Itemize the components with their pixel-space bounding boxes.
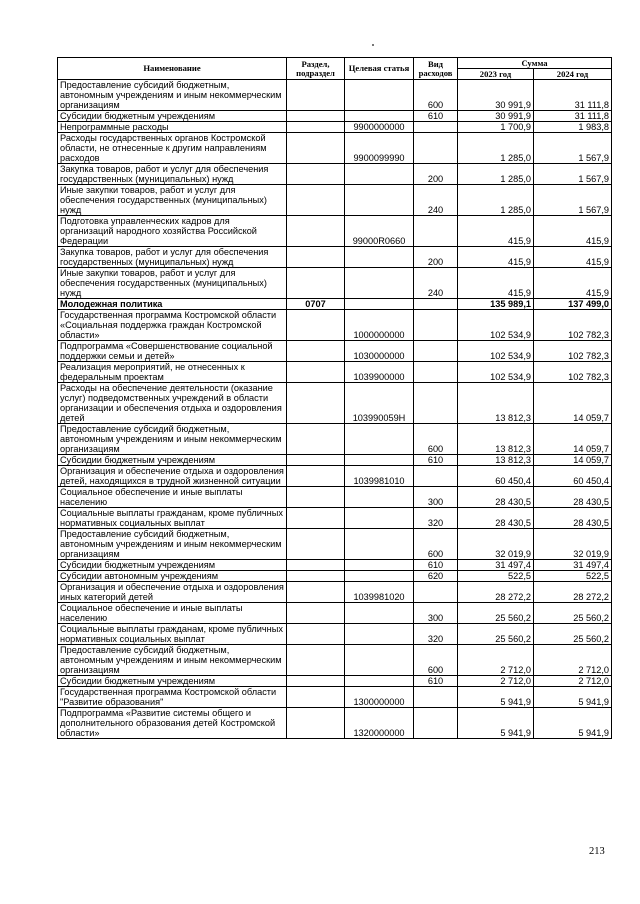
row-razdel — [287, 687, 345, 708]
row-razdel — [287, 164, 345, 185]
row-name: Предоставление субсидий бюджетным, автономным учреждениям и иным некоммерческим организациям — [58, 424, 287, 455]
row-csr: 1300000000 — [345, 687, 414, 708]
row-razdel — [287, 133, 345, 164]
row-vr: 610 — [414, 560, 458, 571]
table-row — [58, 80, 612, 111]
row-razdel — [287, 111, 345, 122]
row-name: Организация и обеспечение отдыха и оздоровления иных категорий детей — [58, 582, 287, 603]
row-csr — [345, 111, 414, 122]
table-row — [58, 624, 612, 645]
row-razdel — [287, 424, 345, 455]
row-razdel — [287, 529, 345, 560]
row-razdel — [287, 571, 345, 582]
row-csr: 1030000000 — [345, 341, 414, 362]
row-vr: 620 — [414, 571, 458, 582]
row-vr — [414, 708, 458, 739]
row-vr: 300 — [414, 603, 458, 624]
row-sum-2024: 28 430,5 — [534, 487, 612, 508]
row-name: Молодежная политика — [58, 299, 287, 310]
row-sum-2024: 5 941,9 — [534, 687, 612, 708]
row-csr — [345, 603, 414, 624]
row-razdel — [287, 268, 345, 299]
row-sum-2024: 60 450,4 — [534, 466, 612, 487]
row-sum-2023: 31 497,4 — [458, 560, 534, 571]
row-vr: 200 — [414, 164, 458, 185]
row-razdel — [287, 362, 345, 383]
row-vr — [414, 299, 458, 310]
row-sum-2024: 415,9 — [534, 247, 612, 268]
row-sum-2024: 1 567,9 — [534, 185, 612, 216]
row-sum-2024: 14 059,7 — [534, 424, 612, 455]
table-row — [58, 310, 612, 341]
row-sum-2024: 14 059,7 — [534, 383, 612, 424]
row-name: Субсидии автономным учреждениям — [58, 571, 287, 582]
row-sum-2024: 5 941,9 — [534, 708, 612, 739]
row-sum-2023: 102 534,9 — [458, 341, 534, 362]
row-razdel — [287, 341, 345, 362]
row-razdel: 0707 — [287, 299, 345, 310]
table-row — [58, 645, 612, 676]
row-razdel — [287, 708, 345, 739]
row-name: Подпрограмма «Совершенствование социальной поддержки семьи и детей» — [58, 341, 287, 362]
row-name: Социальное обеспечение и иные выплаты населению — [58, 603, 287, 624]
row-sum-2024: 1 567,9 — [534, 133, 612, 164]
row-sum-2024: 31 111,8 — [534, 80, 612, 111]
row-sum-2023: 522,5 — [458, 571, 534, 582]
row-sum-2023: 1 700,9 — [458, 122, 534, 133]
row-sum-2024: 102 782,3 — [534, 341, 612, 362]
row-sum-2023: 25 560,2 — [458, 603, 534, 624]
row-sum-2023: 13 812,3 — [458, 383, 534, 424]
row-vr: 610 — [414, 455, 458, 466]
row-name: Предоставление субсидий бюджетным, автономным учреждениям и иным некоммерческим организациям — [58, 80, 287, 111]
row-sum-2023: 30 991,9 — [458, 111, 534, 122]
row-name: Субсидии бюджетным учреждениям — [58, 455, 287, 466]
row-razdel — [287, 624, 345, 645]
table-row — [58, 560, 612, 571]
row-name: Государственная программа Костромской области "Развитие образования" — [58, 687, 287, 708]
row-name: Закупка товаров, работ и услуг для обеспечения государственных (муниципальных) нужд — [58, 247, 287, 268]
scan-speck — [372, 44, 374, 46]
row-razdel — [287, 560, 345, 571]
row-sum-2023: 415,9 — [458, 268, 534, 299]
table-row — [58, 424, 612, 455]
row-csr — [345, 529, 414, 560]
row-sum-2024: 25 560,2 — [534, 624, 612, 645]
row-sum-2024: 14 059,7 — [534, 455, 612, 466]
row-vr: 200 — [414, 247, 458, 268]
row-csr — [345, 455, 414, 466]
row-sum-2023: 28 272,2 — [458, 582, 534, 603]
row-name: Субсидии бюджетным учреждениям — [58, 111, 287, 122]
row-sum-2023: 32 019,9 — [458, 529, 534, 560]
row-razdel — [287, 247, 345, 268]
row-sum-2023: 135 989,1 — [458, 299, 534, 310]
row-sum-2024: 1 983,8 — [534, 122, 612, 133]
row-razdel — [287, 383, 345, 424]
row-csr: 1039981020 — [345, 582, 414, 603]
row-vr: 600 — [414, 529, 458, 560]
row-csr: 9900000000 — [345, 122, 414, 133]
row-sum-2023: 415,9 — [458, 247, 534, 268]
row-vr: 320 — [414, 508, 458, 529]
page-number: 213 — [589, 846, 605, 857]
row-vr: 320 — [414, 624, 458, 645]
row-sum-2023: 13 812,3 — [458, 424, 534, 455]
row-sum-2023: 2 712,0 — [458, 645, 534, 676]
row-sum-2024: 522,5 — [534, 571, 612, 582]
row-sum-2024: 31 497,4 — [534, 560, 612, 571]
row-csr — [345, 299, 414, 310]
row-vr — [414, 582, 458, 603]
row-csr — [345, 80, 414, 111]
row-csr — [345, 164, 414, 185]
row-vr: 300 — [414, 487, 458, 508]
row-vr — [414, 687, 458, 708]
row-sum-2024: 32 019,9 — [534, 529, 612, 560]
row-sum-2024: 28 430,5 — [534, 508, 612, 529]
table-row — [58, 508, 612, 529]
row-razdel — [287, 80, 345, 111]
row-name: Социальные выплаты гражданам, кроме публичных нормативных социальных выплат — [58, 508, 287, 529]
table-row — [58, 582, 612, 603]
row-csr — [345, 508, 414, 529]
row-csr — [345, 645, 414, 676]
row-name: Предоставление субсидий бюджетным, автономным учреждениям и иным некоммерческим организациям — [58, 529, 287, 560]
row-sum-2024: 102 782,3 — [534, 310, 612, 341]
table-row — [58, 122, 612, 133]
row-sum-2023: 1 285,0 — [458, 133, 534, 164]
table-row — [58, 362, 612, 383]
row-razdel — [287, 216, 345, 247]
row-csr — [345, 268, 414, 299]
row-sum-2023: 2 712,0 — [458, 676, 534, 687]
row-csr — [345, 571, 414, 582]
row-sum-2024: 25 560,2 — [534, 603, 612, 624]
row-sum-2024: 2 712,0 — [534, 676, 612, 687]
row-name: Государственная программа Костромской области «Социальная поддержка граждан Костромской области» — [58, 310, 287, 341]
row-vr — [414, 383, 458, 424]
table-row — [58, 676, 612, 687]
table-row — [58, 487, 612, 508]
row-csr — [345, 560, 414, 571]
table-header — [58, 58, 612, 80]
table-row — [58, 687, 612, 708]
row-vr — [414, 216, 458, 247]
table-body — [58, 80, 612, 739]
table-row — [58, 268, 612, 299]
header-year-2024: 2024 год — [534, 69, 612, 80]
row-sum-2023: 1 285,0 — [458, 185, 534, 216]
row-name: Непрограммные расходы — [58, 122, 287, 133]
row-name: Подготовка управленческих кадров для организаций народного хозяйства Российской Федерации — [58, 216, 287, 247]
row-vr: 600 — [414, 80, 458, 111]
row-vr: 240 — [414, 185, 458, 216]
row-csr — [345, 624, 414, 645]
row-sum-2023: 30 991,9 — [458, 80, 534, 111]
row-name: Расходы государственных органов Костромской области, не отнесенные к другим направлениям расходов — [58, 133, 287, 164]
row-razdel — [287, 603, 345, 624]
row-sum-2024: 102 782,3 — [534, 362, 612, 383]
row-sum-2023: 60 450,4 — [458, 466, 534, 487]
table-row — [58, 133, 612, 164]
table-row — [58, 455, 612, 466]
header-vr: Вид расходов — [414, 58, 458, 80]
row-vr — [414, 122, 458, 133]
header-csr: Целевая статья — [345, 58, 414, 80]
header-sum: Сумма — [458, 58, 612, 69]
row-name: Иные закупки товаров, работ и услуг для обеспечения государственных (муниципальных) нужд — [58, 268, 287, 299]
row-csr: 9900099990 — [345, 133, 414, 164]
table-row — [58, 111, 612, 122]
row-name: Субсидии бюджетным учреждениям — [58, 560, 287, 571]
budget-table — [57, 57, 612, 739]
table-row — [58, 571, 612, 582]
row-razdel — [287, 676, 345, 687]
row-vr — [414, 310, 458, 341]
row-vr: 610 — [414, 676, 458, 687]
row-vr: 600 — [414, 424, 458, 455]
row-name: Социальное обеспечение и иные выплаты населению — [58, 487, 287, 508]
row-name: Субсидии бюджетным учреждениям — [58, 676, 287, 687]
row-name: Подпрограмма «Развитие системы общего и дополнительного образования детей Костромской области» — [58, 708, 287, 739]
table-row — [58, 247, 612, 268]
row-csr: 103990059Н — [345, 383, 414, 424]
row-razdel — [287, 508, 345, 529]
row-csr: 1039981010 — [345, 466, 414, 487]
row-name: Закупка товаров, работ и услуг для обеспечения государственных (муниципальных) нужд — [58, 164, 287, 185]
row-sum-2024: 137 499,0 — [534, 299, 612, 310]
header-name: Наименование — [58, 58, 287, 80]
row-csr: 1000000000 — [345, 310, 414, 341]
row-razdel — [287, 455, 345, 466]
row-razdel — [287, 645, 345, 676]
row-sum-2023: 28 430,5 — [458, 508, 534, 529]
row-name: Иные закупки товаров, работ и услуг для обеспечения государственных (муниципальных) нужд — [58, 185, 287, 216]
row-name: Предоставление субсидий бюджетным, автономным учреждениям и иным некоммерческим организациям — [58, 645, 287, 676]
row-razdel — [287, 487, 345, 508]
row-razdel — [287, 310, 345, 341]
row-vr — [414, 466, 458, 487]
row-sum-2024: 2 712,0 — [534, 645, 612, 676]
row-csr — [345, 676, 414, 687]
table-row — [58, 383, 612, 424]
header-razdel: Раздел, подраздел — [287, 58, 345, 80]
row-vr: 610 — [414, 111, 458, 122]
row-vr — [414, 341, 458, 362]
table-row — [58, 299, 612, 310]
row-sum-2023: 102 534,9 — [458, 362, 534, 383]
row-csr: 1039900000 — [345, 362, 414, 383]
row-vr — [414, 362, 458, 383]
row-csr: 99000R0660 — [345, 216, 414, 247]
row-razdel — [287, 466, 345, 487]
row-sum-2024: 415,9 — [534, 216, 612, 247]
row-sum-2024: 415,9 — [534, 268, 612, 299]
table-row — [58, 185, 612, 216]
row-csr — [345, 424, 414, 455]
row-razdel — [287, 185, 345, 216]
row-sum-2024: 1 567,9 — [534, 164, 612, 185]
row-csr: 1320000000 — [345, 708, 414, 739]
row-sum-2023: 5 941,9 — [458, 687, 534, 708]
row-vr: 600 — [414, 645, 458, 676]
table-row — [58, 164, 612, 185]
table-row — [58, 341, 612, 362]
row-sum-2023: 13 812,3 — [458, 455, 534, 466]
table-row — [58, 529, 612, 560]
row-razdel — [287, 122, 345, 133]
row-name: Расходы на обеспечение деятельности (оказание услуг) подведомственных учреждений в области организации и обеспечения отдыха и оздоровления детей — [58, 383, 287, 424]
row-vr — [414, 133, 458, 164]
row-name: Реализация мероприятий, не отнесенных к федеральным проектам — [58, 362, 287, 383]
row-sum-2023: 5 941,9 — [458, 708, 534, 739]
row-razdel — [287, 582, 345, 603]
row-name: Организация и обеспечение отдыха и оздоровления детей, находящихся в трудной жизненной ситуации — [58, 466, 287, 487]
table-row — [58, 216, 612, 247]
table-row — [58, 603, 612, 624]
row-csr — [345, 487, 414, 508]
row-sum-2023: 1 285,0 — [458, 164, 534, 185]
row-sum-2023: 28 430,5 — [458, 487, 534, 508]
header-year-2023: 2023 год — [458, 69, 534, 80]
row-csr — [345, 185, 414, 216]
row-sum-2024: 31 111,8 — [534, 111, 612, 122]
row-sum-2024: 28 272,2 — [534, 582, 612, 603]
row-name: Социальные выплаты гражданам, кроме публичных нормативных социальных выплат — [58, 624, 287, 645]
table-row — [58, 466, 612, 487]
row-csr — [345, 247, 414, 268]
row-vr: 240 — [414, 268, 458, 299]
row-sum-2023: 102 534,9 — [458, 310, 534, 341]
row-sum-2023: 415,9 — [458, 216, 534, 247]
row-sum-2023: 25 560,2 — [458, 624, 534, 645]
table-row — [58, 708, 612, 739]
